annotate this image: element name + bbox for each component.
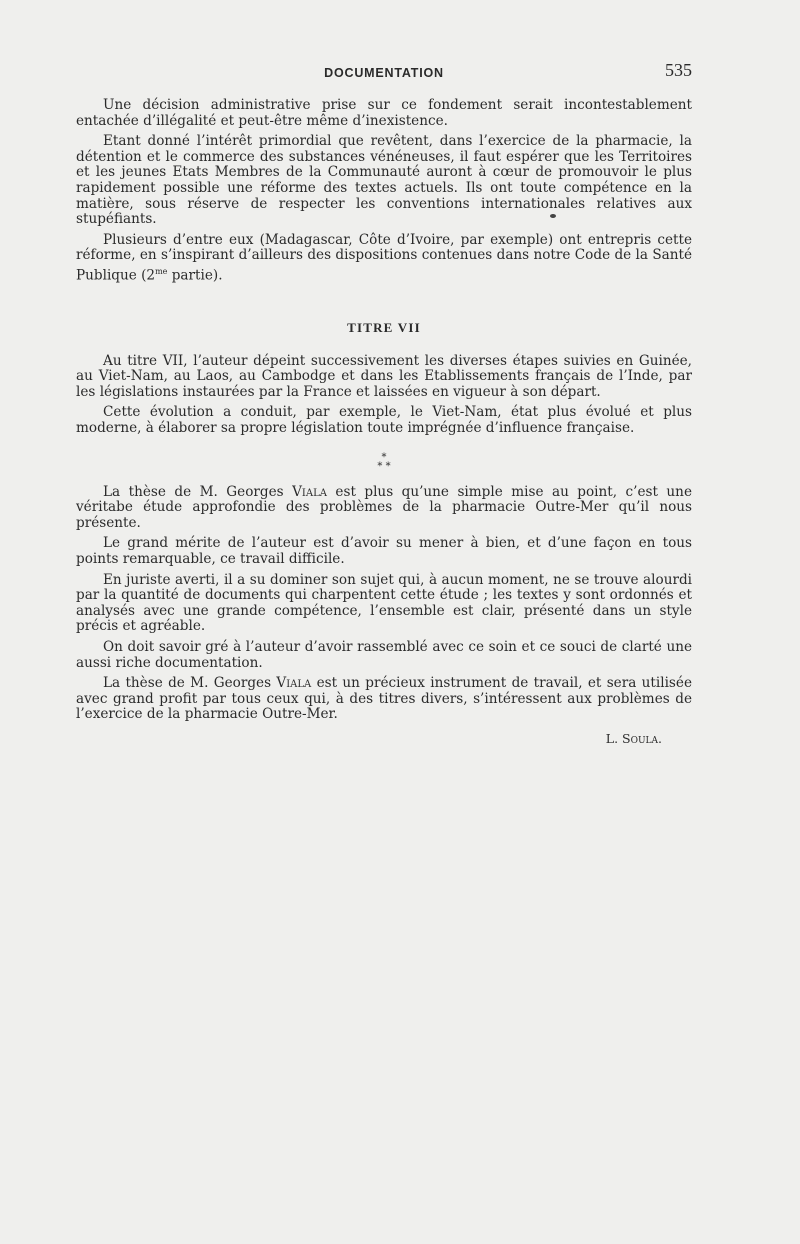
- running-header: [76, 60, 692, 84]
- body-text: [76, 98, 692, 747]
- section-heading: TITRE VII: [347, 320, 421, 336]
- asterism-bottom: * *: [377, 460, 391, 472]
- paragraph-merite: Le grand mérite de l’auteur est d’avoir su mener à bien, et d’une façon en tous points remarquable, ce travail difficile.: [76, 535, 692, 567]
- these-text-before: La thèse de M. Georges: [103, 483, 293, 500]
- signature: L. Soula.: [605, 730, 662, 746]
- paragraph-these: [76, 485, 692, 532]
- paragraph-decision: Une décision administrative prise sur ce fondement serait incontestablement entachée d’illégalité et peut-être même d’inexistence.: [76, 97, 692, 129]
- these-text-after: est plus qu’une simple mise au point, c’est une véritabe étude approfondie des problèmes de la pharmacie Outre-Mer qu’il nous présente.: [76, 483, 692, 531]
- instrument-text-after: est un précieux instrument de travail, et sera utilisée avec grand profit par tous ceux qui, à des titres divers, s’intéressent aux problèmes de l’exercice de la pharmacie Outre-Mer.: [76, 675, 692, 723]
- paragraph-instrument: [76, 676, 692, 723]
- page-number: 535: [665, 60, 692, 80]
- author-name-repeat: Viala: [276, 675, 312, 692]
- asterism-divider: [76, 453, 692, 471]
- paragraph-documentation: On doit savoir gré à l’auteur d’avoir rassemblé avec ce soin et ce souci de clarté une aussi riche documentation.: [76, 638, 692, 671]
- author-name: Viala: [292, 483, 327, 500]
- asterism-top: *: [381, 451, 387, 463]
- paragraph-substances: Etant donné l’intérêt primordial que revêtent, dans l’exercice de la pharmacie, la détention et le commerce des substances vénéneuses, il faut espérer que les Territoires et les jeunes Etats Membres de la Communauté auront à cœur de promouvoir le plus rapidement possible une réforme des textes actuels. Ils ont toute compétence en la matière, sous réserve de respecter les conventions internationales relatives aux stupéfiants.: [76, 133, 692, 228]
- instrument-text-before: La thèse de M. Georges: [103, 675, 277, 692]
- running-title: DOCUMENTATION: [324, 66, 444, 80]
- paragraph-titre-vii: Au titre VII, l’auteur dépeint successivement les diverses étapes suivies en Guinée, au Viet-Nam, au Laos, au Cambodge et dans les Etablissements français de l’Inde, par les législations instaurées par la France et laissées en vigueur à son départ.: [76, 352, 692, 400]
- paragraph-reforme: Plusieurs d’entre eux (Madagascar, Côte d’Ivoire, par exemple) ont entrepris cette réforme, en s’inspirant d’ailleurs des dispositions contenues dans notre Code de la Santé Publique ($2^{me}$ partie).: [76, 231, 692, 284]
- paragraph-evolution: Cette évolution a conduit, par exemple, le Viet-Nam, état plus évolué et plus moderne, à élaborer sa propre législation toute imprégnée d’influence française.: [76, 404, 692, 437]
- ink-speck: [550, 214, 556, 218]
- paragraph-juriste: En juriste averti, il a su dominer son sujet qui, à aucun moment, ne se trouve alourdi par la quantité de documents qui charpentent cette étude ; les textes y sont ordonnés et analysés avec une grande compétence, l’ensemble est clair, présenté dans un style précis et agréable.: [76, 571, 692, 635]
